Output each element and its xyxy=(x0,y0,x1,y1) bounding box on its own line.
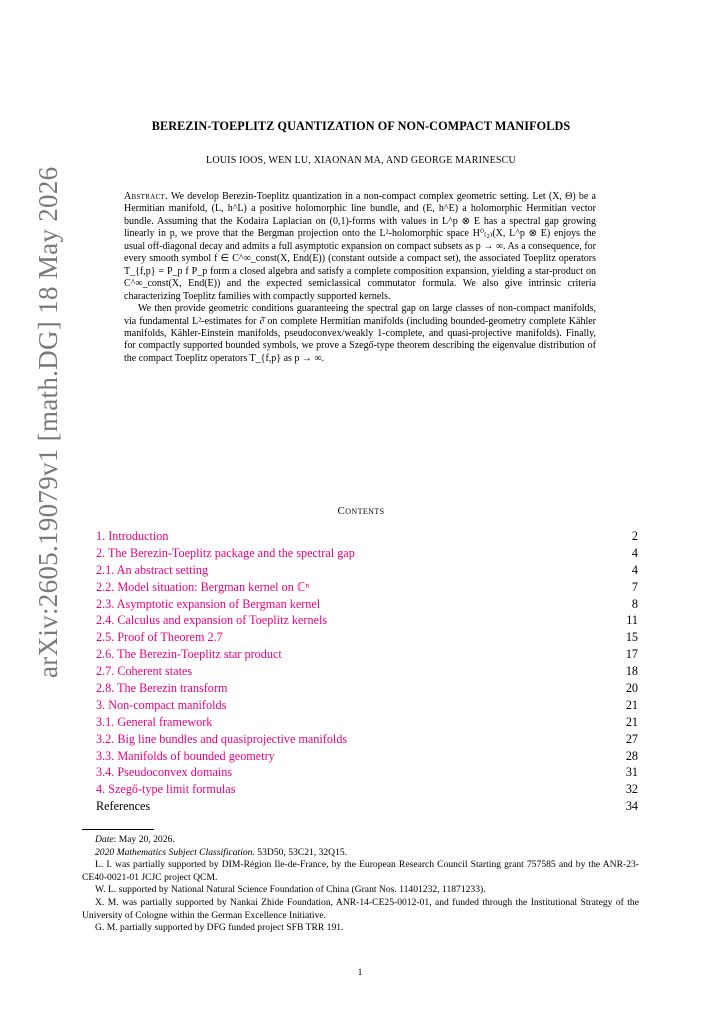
toc-page-number: 18 xyxy=(625,664,638,679)
abstract-text-2: We then provide geometric conditions guaranteeing the spectral gap on large classes of non-compact manifolds, via fundamental L²-estimates for ∂̄ on complete Hermitian manifolds (including bounded-geometry complete Kähler manifolds, Kähler-Einstein manifolds, pseudoconvex/weakly 1-complete, and quasi-projective manifolds). Finally, for compactly supported bounded symbols, we prove a Szegő-type theorem describing the eigenvalue distribution of the compact Toeplitz operators T_{f,p} as p → ∞. xyxy=(124,303,596,364)
toc-entry-link[interactable]: 2.7. Coherent states xyxy=(96,664,193,679)
toc-page-number: 27 xyxy=(625,731,638,746)
abstract-heading: Abstract. xyxy=(124,191,168,202)
toc-entry-link[interactable]: 2.5. Proof of Theorem 2.7 xyxy=(96,630,223,645)
contents-heading: Contents xyxy=(337,505,385,517)
toc-page-number: 15 xyxy=(625,630,638,645)
toc-entry[interactable] xyxy=(96,646,638,663)
toc-page-number: 8 xyxy=(631,596,638,611)
toc-entry[interactable] xyxy=(96,714,638,731)
footnote-funding-4: G. M. partially supported by DFG funded project SFB TRR 191. xyxy=(95,922,344,934)
arxiv-identifier-stamp: arXiv:2605.19079v1 [math.DG] 18 May 2026 xyxy=(33,166,63,678)
toc-entry-link[interactable]: 2.2. Model situation: Bergman kernel on ℂⁿ xyxy=(96,579,310,594)
footnote-funding-3: X. M. was partially supported by Nankai Zhide Foundation, ANR-14-CE25-0012-01, and funded through the Institutional Strategy of the University of Cologne within the German Excellence Initiative. xyxy=(82,896,639,921)
toc-entry-link[interactable]: 3.2. Big line bundles and quasiprojective manifolds xyxy=(96,731,348,746)
table-of-contents xyxy=(96,528,638,815)
toc-entry[interactable] xyxy=(96,545,638,562)
toc-entry-link[interactable]: 1. Introduction xyxy=(96,529,169,543)
toc-entry[interactable] xyxy=(96,798,638,815)
toc-page-number: 17 xyxy=(625,647,638,662)
toc-entry-link[interactable]: 2.1. An abstract setting xyxy=(96,562,209,577)
toc-page-number: 4 xyxy=(631,545,638,560)
page-number: 1 xyxy=(357,968,363,978)
date-value: : May 20, 2026. xyxy=(113,834,175,845)
footnote-msc xyxy=(82,847,639,860)
msc-value: 53D50, 53C21, 32Q15. xyxy=(257,846,348,858)
toc-entry-link[interactable]: 2.6. The Berezin-Toeplitz star product xyxy=(96,647,282,662)
footnotes xyxy=(82,834,639,935)
toc-page-number: 34 xyxy=(625,799,638,814)
toc-entry[interactable] xyxy=(96,596,638,613)
toc-entry-link[interactable]: 3.1. General framework xyxy=(96,714,213,729)
toc-entry-link[interactable]: 2.4. Calculus and expansion of Toeplitz kernels xyxy=(96,613,328,628)
abstract xyxy=(124,191,596,365)
toc-entry[interactable] xyxy=(96,579,638,596)
footnote-date xyxy=(82,834,639,847)
toc-entry-link[interactable]: 3.4. Pseudoconvex domains xyxy=(96,765,233,780)
toc-page-number: 31 xyxy=(625,765,638,780)
abstract-text-1: We develop Berezin-Toeplitz quantization in a non-compact complex geometric setting. Let (X, Θ) be a Hermitian manifold, (L, h^L) a positive holomorphic line bundle, and (E, h^E) a holomorphic Hermitian vector bundle. Assuming that the Kodaira Laplacian on (0,1)-forms with values in L^p ⊗ E has a spectral gap growing linearly in p, we prove that the Bergman projection onto the L²-holomorphic space H⁰₍₂₎(X, L^p ⊗ E) enjoys the usual off-diagonal decay and admits a full asymptotic expansion on compact subsets as p → ∞. As a consequence, for every smooth symbol f ∈ C^∞_const(X, End(E)) (constant outside a compact set), the associated Toeplitz operators T_{f,p} = P_p f P_p form a closed algebra and satisfy a complete composition expansion, yielding a star-product on C^∞_const(X, End(E)) and the expected semiclassical commutator formula. We also give intrinsic criteria characterizing Toeplitz families with compactly supported kernels. xyxy=(124,191,596,302)
abstract-paragraph-1 xyxy=(124,191,596,303)
abstract-paragraph-2 xyxy=(124,303,596,365)
toc-entry[interactable] xyxy=(96,764,638,781)
toc-entry[interactable] xyxy=(96,680,638,697)
toc-entry-link[interactable]: 3.3. Manifolds of bounded geometry xyxy=(96,748,275,763)
footnote-divider xyxy=(82,829,154,830)
toc-entry[interactable] xyxy=(96,612,638,629)
toc-page-number: 32 xyxy=(625,782,638,797)
toc-entry-link[interactable]: 2.3. Asymptotic expansion of Bergman kernel xyxy=(96,596,321,611)
toc-entry[interactable] xyxy=(96,528,638,545)
toc-page-number: 21 xyxy=(625,714,638,729)
toc-entry-link[interactable]: 3. Non-compact manifolds xyxy=(96,697,227,712)
toc-entry[interactable] xyxy=(96,748,638,765)
toc-entry[interactable] xyxy=(96,731,638,748)
toc-page-number: 2 xyxy=(631,529,638,543)
toc-entry[interactable] xyxy=(96,562,638,579)
toc-entry[interactable] xyxy=(96,663,638,680)
toc-entry[interactable] xyxy=(96,629,638,646)
toc-page-number: 21 xyxy=(625,697,638,712)
toc-page-number: 20 xyxy=(625,681,638,696)
toc-entry-link[interactable]: 4. Szegő-type limit formulas xyxy=(96,782,236,797)
toc-entry[interactable] xyxy=(96,697,638,714)
toc-page-number: 4 xyxy=(631,562,638,577)
toc-entry[interactable] xyxy=(96,781,638,798)
toc-entry-link[interactable]: 2. The Berezin-Toeplitz package and the spectral gap xyxy=(96,545,355,560)
toc-entry-link[interactable]: References xyxy=(96,799,151,814)
author-list: LOUIS IOOS, WEN LU, XIAONAN MA, AND GEORGE MARINESCU xyxy=(206,155,516,166)
toc-page-number: 7 xyxy=(631,579,638,594)
toc-page-number: 28 xyxy=(625,748,638,763)
footnote-funding-2: W. L. supported by National Natural Science Foundation of China (Grant Nos. 11401232, 11871233). xyxy=(95,884,486,896)
msc-label: 2020 Mathematics Subject Classification. xyxy=(95,846,255,858)
toc-page-number: 11 xyxy=(626,613,638,628)
paper-title: BEREZIN-TOEPLITZ QUANTIZATION OF NON-COMPACT MANIFOLDS xyxy=(151,119,571,133)
footnote-funding-1: L. I. was partially supported by DIM-Région Ile-de-France, by the European Research Council Starting grant 757585 and by the ANR-23-CE40-0021-01 JCJC project QCM. xyxy=(82,859,639,883)
date-label: Date xyxy=(95,834,114,845)
toc-entry-link[interactable]: 2.8. The Berezin transform xyxy=(96,681,228,696)
